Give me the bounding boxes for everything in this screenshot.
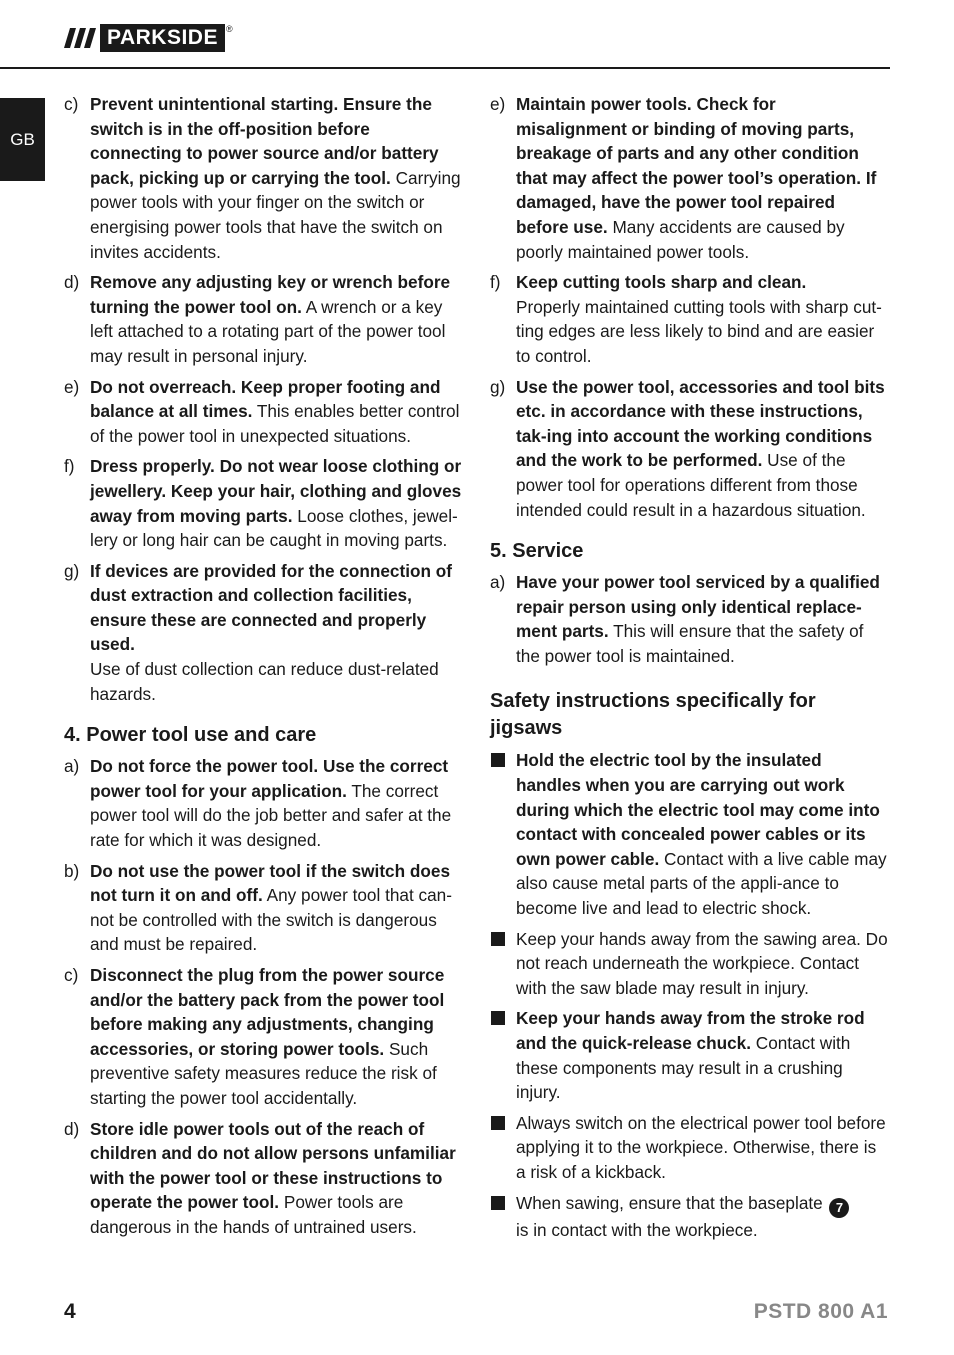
- right-column: [490, 92, 890, 1248]
- item-text: Contact with a live cable may also cause metal parts of the appli-ance to become live and lead to electric shock.: [516, 848, 887, 919]
- left-column: [64, 92, 466, 1246]
- list-item: [64, 754, 466, 852]
- brand-name: PARKSIDE: [100, 24, 225, 52]
- item-bold-text: Use the power tool, accessories and tool bits etc. in accordance with these instructions, tak-ing into account the working conditions and the work to be performed.: [516, 376, 885, 471]
- parkside-logo: [64, 24, 238, 52]
- item-text: Properly maintained cutting tools with sharp cut-ting edges are less likely to bind and are easier to control.: [516, 296, 882, 366]
- registered-mark: ®: [225, 24, 233, 34]
- model-name: PSTD 800 A1: [753, 1300, 888, 1323]
- item-marker: d): [64, 272, 80, 293]
- item-text: When sawing, ensure that the baseplate: [516, 1192, 828, 1213]
- item-marker: g): [490, 376, 506, 397]
- item-text: Loose clothes, jewel-lery or long hair can be caught in moving parts.: [90, 505, 458, 551]
- item-text: A wrench or a key left attached to a rotating part of the power tool may result in personal injury.: [90, 296, 446, 366]
- item-text: This will ensure that the safety of the power tool is maintained.: [516, 621, 864, 666]
- item-text-continued: is in contact with the workpiece.: [516, 1219, 758, 1240]
- square-bullet-icon: [491, 1011, 505, 1025]
- item-marker: e): [490, 94, 506, 114]
- item-bold-text: Prevent unintentional starting. Ensure the switch is in the off-position before connecting to power source and/or battery pack, picking up or carrying the tool.: [90, 94, 439, 188]
- square-bullet-icon: [491, 932, 505, 946]
- item-marker: b): [64, 860, 80, 881]
- list-item: [490, 570, 890, 668]
- list-item: [64, 375, 466, 449]
- item-bold-text: Hold the electric tool by the insulated handles when you are carrying out work during which the electric tool may come into contact with concealed power cables or its own power cable.: [516, 750, 880, 869]
- item-text: The correct power tool will do the job better and safer at the rate for which it was designed.: [90, 780, 452, 851]
- square-bullet-icon: [491, 1116, 505, 1130]
- item-marker: a): [490, 572, 506, 593]
- item-text: Carrying power tools with your finger on the switch or energising power tools that have the switch on invites accidents.: [90, 167, 461, 262]
- item-bold-text: Do not use the power tool if the switch does not turn it on and off.: [90, 860, 450, 906]
- item-bold-text: Remove any adjusting key or wrench before turning the power tool on.: [90, 272, 451, 317]
- bullet-item: [490, 748, 890, 920]
- item-bold-text: Have your power tool serviced by a qualified repair person using only identical replace-ment parts.: [516, 572, 880, 642]
- item-marker: e): [64, 376, 80, 397]
- item-text: Always switch on the electrical power tool before applying it to the workpiece. Otherwise, there is a risk of a kickback.: [516, 1112, 886, 1182]
- item-bold-text: Dress properly. Do not wear loose clothing or jewellery. Keep your hair, clothing and gloves away from moving parts.: [90, 456, 462, 526]
- language-tab: GB: [0, 98, 45, 181]
- list-item: [64, 559, 466, 707]
- item-text: Any power tool that can-not be controlled with the switch is dangerous and must be repaired.: [90, 885, 452, 955]
- item-bold-text: Store idle power tools out of the reach of children and do not allow persons unfamiliar with the power tool or these instructions to operate the power tool.: [90, 1118, 456, 1213]
- section-heading: Safety instructions specifically for jigsaws: [490, 690, 816, 740]
- item-text: Power tools are dangerous in the hands of untrained users.: [90, 1192, 417, 1237]
- list-item: [64, 92, 466, 264]
- item-bold-text: Keep cutting tools sharp and clean.: [516, 272, 807, 293]
- item-marker: f): [64, 456, 75, 477]
- list-item: [64, 963, 466, 1111]
- page-number: 4: [64, 1300, 76, 1323]
- bullet-item: [490, 927, 890, 1001]
- item-marker: c): [64, 965, 79, 985]
- bullet-item: [490, 1191, 890, 1243]
- logo-slashes-icon: [64, 25, 98, 51]
- item-marker: g): [64, 560, 80, 581]
- item-text: Keep your hands away from the sawing area. Do not reach underneath the workpiece. Contact with the saw blade may result in injury.: [516, 928, 888, 998]
- list-item: [490, 270, 890, 368]
- item-text: Such preventive safety measures reduce the risk of starting the power tool accidentally.: [90, 1038, 437, 1108]
- item-marker: a): [64, 756, 80, 777]
- item-bold-text: Maintain power tools. Check for misalignment or binding of moving parts, breakage of parts and any other condition that may affect the power tool’s operation. If damaged, have the power tool repaired before use.: [516, 94, 877, 237]
- list-item: [64, 1117, 466, 1240]
- list-item: [490, 92, 890, 264]
- item-text: Contact with these components may result in a crushing injury.: [516, 1033, 851, 1103]
- bullet-item: [490, 1111, 890, 1185]
- header-rule: [0, 67, 890, 69]
- item-text: This enables better control of the power tool in unexpected situations.: [90, 401, 460, 446]
- item-bold-text: Disconnect the plug from the power source and/or the battery pack from the power tool before making any adjustments, changing accessories, or storing power tools.: [90, 965, 445, 1059]
- list-item: [64, 454, 466, 552]
- item-bold-text: If devices are provided for the connection of dust extraction and collection facilities, ensure these are connected and properly used.: [90, 560, 452, 655]
- bullet-item: [490, 1006, 890, 1104]
- item-bold-text: Do not overreach. Keep proper footing and balance at all times.: [90, 376, 441, 422]
- list-item: [64, 270, 466, 368]
- list-item: [64, 859, 466, 957]
- item-text: Many accidents are caused by poorly maintained power tools.: [516, 216, 845, 262]
- item-marker: c): [64, 94, 79, 114]
- item-text: Use of the power tool for operations different from those intended could result in a hazardous situation.: [516, 450, 866, 520]
- item-bold-text: Do not force the power tool. Use the correct power tool for your application.: [90, 756, 449, 801]
- square-bullet-icon: [491, 1196, 505, 1210]
- reference-number-badge: 7: [829, 1198, 849, 1218]
- item-marker: d): [64, 1118, 80, 1139]
- item-marker: f): [490, 272, 501, 293]
- item-text: Use of dust collection can reduce dust-related hazards.: [90, 659, 439, 704]
- item-bold-text: Keep your hands away from the stroke rod and the quick-release chuck.: [516, 1008, 865, 1053]
- section-heading: 4. Power tool use and care: [64, 724, 317, 747]
- square-bullet-icon: [491, 753, 505, 767]
- section-heading: 5. Service: [490, 540, 584, 563]
- list-item: [490, 375, 890, 523]
